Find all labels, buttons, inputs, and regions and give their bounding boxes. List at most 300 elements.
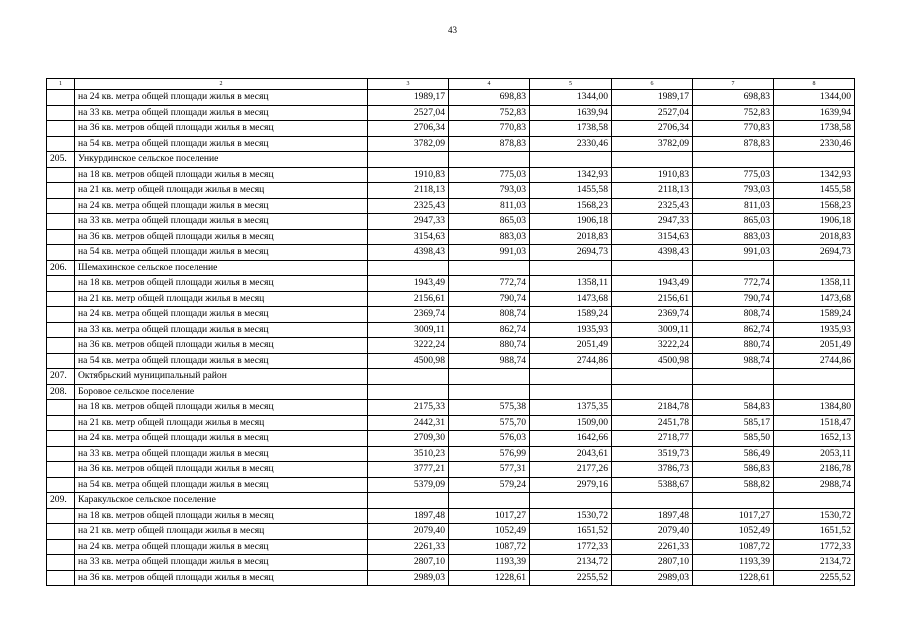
empty-cell (774, 369, 855, 385)
value-cell: 2018,83 (530, 229, 612, 245)
value-cell: 1228,61 (449, 570, 530, 586)
value-cell: 1530,72 (774, 508, 855, 524)
value-cell: 1910,83 (612, 167, 693, 183)
value-cell: 576,99 (449, 446, 530, 462)
value-cell: 2706,34 (612, 121, 693, 137)
value-cell: 2330,46 (530, 136, 612, 152)
empty-cell (612, 152, 693, 168)
value-cell: 1906,18 (530, 214, 612, 230)
row-label: на 33 кв. метра общей площади жилья в месяц (75, 555, 368, 571)
index-cell (47, 214, 75, 230)
value-cell: 883,03 (449, 229, 530, 245)
value-cell: 808,74 (449, 307, 530, 323)
row-label: на 33 кв. метра общей площади жилья в месяц (75, 105, 368, 121)
value-cell: 775,03 (693, 167, 774, 183)
table-row (47, 105, 855, 121)
index-cell (47, 400, 75, 416)
index-cell (47, 508, 75, 524)
table-row (47, 90, 855, 106)
value-cell: 575,70 (449, 415, 530, 431)
index-cell (47, 105, 75, 121)
value-cell: 2709,30 (368, 431, 449, 447)
index-cell (47, 415, 75, 431)
empty-cell (449, 152, 530, 168)
value-cell: 2807,10 (612, 555, 693, 571)
value-cell: 2051,49 (530, 338, 612, 354)
value-cell: 4398,43 (368, 245, 449, 261)
row-label: на 21 кв. метр общей площади жилья в месяц (75, 183, 368, 199)
value-cell: 698,83 (449, 90, 530, 106)
index-cell (47, 462, 75, 478)
value-cell: 1052,49 (449, 524, 530, 540)
value-cell: 4500,98 (612, 353, 693, 369)
empty-cell (774, 260, 855, 276)
value-cell: 1738,58 (774, 121, 855, 137)
value-cell: 586,83 (693, 462, 774, 478)
value-cell: 4500,98 (368, 353, 449, 369)
value-cell: 2018,83 (774, 229, 855, 245)
value-cell: 585,50 (693, 431, 774, 447)
value-cell: 575,38 (449, 400, 530, 416)
value-cell: 1344,00 (530, 90, 612, 106)
value-cell: 2330,46 (774, 136, 855, 152)
value-cell: 3777,21 (368, 462, 449, 478)
value-cell: 3009,11 (612, 322, 693, 338)
row-label: на 24 кв. метра общей площади жилья в месяц (75, 431, 368, 447)
empty-cell (612, 260, 693, 276)
row-label: на 24 кв. метра общей площади жилья в месяц (75, 198, 368, 214)
value-cell: 1642,66 (530, 431, 612, 447)
value-cell: 772,74 (693, 276, 774, 292)
column-number: 7 (693, 79, 774, 90)
value-cell: 2043,61 (530, 446, 612, 462)
value-cell: 1989,17 (612, 90, 693, 106)
column-number-row (47, 79, 855, 90)
table-row (47, 121, 855, 137)
value-cell: 3009,11 (368, 322, 449, 338)
value-cell: 1910,83 (368, 167, 449, 183)
value-cell: 2989,03 (368, 570, 449, 586)
column-number: 4 (449, 79, 530, 90)
empty-cell (368, 384, 449, 400)
value-cell: 2369,74 (368, 307, 449, 323)
value-cell: 2156,61 (368, 291, 449, 307)
value-cell: 1358,11 (774, 276, 855, 292)
value-cell: 1017,27 (449, 508, 530, 524)
section-title: Шемахинское сельское поселение (75, 260, 368, 276)
value-cell: 1651,52 (530, 524, 612, 540)
empty-cell (612, 369, 693, 385)
value-cell: 2744,86 (774, 353, 855, 369)
index-cell (47, 338, 75, 354)
value-cell: 1017,27 (693, 508, 774, 524)
row-label: на 36 кв. метров общей площади жилья в месяц (75, 570, 368, 586)
index-cell (47, 245, 75, 261)
value-cell: 4398,43 (612, 245, 693, 261)
value-cell: 3510,23 (368, 446, 449, 462)
value-cell: 1384,80 (774, 400, 855, 416)
value-cell: 1738,58 (530, 121, 612, 137)
value-cell: 2718,77 (612, 431, 693, 447)
value-cell: 1087,72 (693, 539, 774, 555)
index-cell (47, 307, 75, 323)
empty-cell (368, 152, 449, 168)
value-cell: 1906,18 (774, 214, 855, 230)
row-label: на 24 кв. метра общей площади жилья в месяц (75, 90, 368, 106)
row-label: на 54 кв. метра общей площади жилья в месяц (75, 136, 368, 152)
empty-cell (449, 260, 530, 276)
column-number: 3 (368, 79, 449, 90)
value-cell: 1455,58 (774, 183, 855, 199)
value-cell: 2079,40 (368, 524, 449, 540)
value-cell: 1193,39 (693, 555, 774, 571)
value-cell: 698,83 (693, 90, 774, 106)
value-cell: 1228,61 (693, 570, 774, 586)
index-cell (47, 446, 75, 462)
empty-cell (612, 493, 693, 509)
row-label: на 18 кв. метров общей площади жилья в месяц (75, 508, 368, 524)
value-cell: 1943,49 (368, 276, 449, 292)
value-cell: 790,74 (693, 291, 774, 307)
empty-cell (693, 260, 774, 276)
empty-cell (774, 493, 855, 509)
value-cell: 3519,73 (612, 446, 693, 462)
value-cell: 1897,48 (612, 508, 693, 524)
index-cell (47, 167, 75, 183)
value-cell: 752,83 (449, 105, 530, 121)
empty-cell (774, 152, 855, 168)
value-cell: 1589,24 (530, 307, 612, 323)
row-label: на 36 кв. метров общей площади жилья в месяц (75, 229, 368, 245)
value-cell: 2694,73 (530, 245, 612, 261)
index-cell (47, 353, 75, 369)
value-cell: 880,74 (449, 338, 530, 354)
column-number: 2 (75, 79, 368, 90)
index-cell (47, 524, 75, 540)
value-cell: 770,83 (449, 121, 530, 137)
value-cell: 5379,09 (368, 477, 449, 493)
section-index: 205. (47, 152, 75, 168)
empty-cell (612, 384, 693, 400)
index-cell (47, 570, 75, 586)
table-row (47, 183, 855, 199)
value-cell: 1342,93 (774, 167, 855, 183)
value-cell: 770,83 (693, 121, 774, 137)
value-cell: 3222,24 (612, 338, 693, 354)
row-label: на 21 кв. метр общей площади жилья в месяц (75, 291, 368, 307)
value-cell: 1772,33 (774, 539, 855, 555)
value-cell: 865,03 (449, 214, 530, 230)
value-cell: 1344,00 (774, 90, 855, 106)
row-label: на 21 кв. метр общей площади жилья в месяц (75, 524, 368, 540)
value-cell: 2184,78 (612, 400, 693, 416)
empty-cell (774, 384, 855, 400)
value-cell: 880,74 (693, 338, 774, 354)
value-cell: 1935,93 (774, 322, 855, 338)
index-cell (47, 90, 75, 106)
value-cell: 988,74 (693, 353, 774, 369)
index-cell (47, 431, 75, 447)
section-row (47, 260, 855, 276)
table-body (47, 79, 855, 586)
value-cell: 576,03 (449, 431, 530, 447)
table-row (47, 539, 855, 555)
value-cell: 2694,73 (774, 245, 855, 261)
row-label: на 24 кв. метра общей площади жилья в месяц (75, 307, 368, 323)
value-cell: 862,74 (449, 322, 530, 338)
value-cell: 2261,33 (612, 539, 693, 555)
value-cell: 2988,74 (774, 477, 855, 493)
table-row (47, 508, 855, 524)
value-cell: 1473,68 (774, 291, 855, 307)
empty-cell (530, 152, 612, 168)
empty-cell (449, 384, 530, 400)
section-title: Каракульское сельское поселение (75, 493, 368, 509)
value-cell: 2118,13 (368, 183, 449, 199)
value-cell: 1342,93 (530, 167, 612, 183)
index-cell (47, 322, 75, 338)
value-cell: 2989,03 (612, 570, 693, 586)
value-cell: 2442,31 (368, 415, 449, 431)
value-cell: 2118,13 (612, 183, 693, 199)
value-cell: 1509,00 (530, 415, 612, 431)
value-cell: 2527,04 (612, 105, 693, 121)
table-row (47, 431, 855, 447)
value-cell: 1455,58 (530, 183, 612, 199)
row-label: на 36 кв. метров общей площади жилья в месяц (75, 338, 368, 354)
value-cell: 793,03 (449, 183, 530, 199)
value-cell: 2369,74 (612, 307, 693, 323)
table-row (47, 524, 855, 540)
table-row (47, 322, 855, 338)
value-cell: 2186,78 (774, 462, 855, 478)
index-cell (47, 477, 75, 493)
value-cell: 1639,94 (774, 105, 855, 121)
value-cell: 862,74 (693, 322, 774, 338)
value-cell: 1568,23 (530, 198, 612, 214)
value-cell: 772,74 (449, 276, 530, 292)
tariff-table (46, 78, 855, 586)
section-title: Боровое сельское поселение (75, 384, 368, 400)
row-label: на 18 кв. метров общей площади жилья в месяц (75, 400, 368, 416)
row-label: на 54 кв. метра общей площади жилья в месяц (75, 245, 368, 261)
value-cell: 1375,35 (530, 400, 612, 416)
section-index: 209. (47, 493, 75, 509)
empty-cell (693, 493, 774, 509)
value-cell: 2175,33 (368, 400, 449, 416)
value-cell: 1052,49 (693, 524, 774, 540)
value-cell: 2134,72 (774, 555, 855, 571)
index-cell (47, 276, 75, 292)
row-label: на 54 кв. метра общей площади жилья в месяц (75, 353, 368, 369)
table-row (47, 400, 855, 416)
value-cell: 2156,61 (612, 291, 693, 307)
value-cell: 2325,43 (612, 198, 693, 214)
value-cell: 878,83 (693, 136, 774, 152)
empty-cell (368, 369, 449, 385)
value-cell: 1358,11 (530, 276, 612, 292)
index-cell (47, 121, 75, 137)
value-cell: 808,74 (693, 307, 774, 323)
empty-cell (693, 152, 774, 168)
value-cell: 1652,13 (774, 431, 855, 447)
row-label: на 54 кв. метра общей площади жилья в месяц (75, 477, 368, 493)
page-number: 43 (448, 25, 457, 35)
value-cell: 1193,39 (449, 555, 530, 571)
section-row (47, 369, 855, 385)
value-cell: 878,83 (449, 136, 530, 152)
column-number: 8 (774, 79, 855, 90)
section-index: 207. (47, 369, 75, 385)
value-cell: 2134,72 (530, 555, 612, 571)
value-cell: 5388,67 (612, 477, 693, 493)
table-row (47, 307, 855, 323)
value-cell: 2255,52 (774, 570, 855, 586)
value-cell: 588,82 (693, 477, 774, 493)
value-cell: 2261,33 (368, 539, 449, 555)
value-cell: 1989,17 (368, 90, 449, 106)
value-cell: 811,03 (449, 198, 530, 214)
table-row (47, 214, 855, 230)
empty-cell (368, 493, 449, 509)
empty-cell (693, 369, 774, 385)
value-cell: 883,03 (693, 229, 774, 245)
row-label: на 18 кв. метров общей площади жилья в месяц (75, 167, 368, 183)
value-cell: 3222,24 (368, 338, 449, 354)
index-cell (47, 229, 75, 245)
value-cell: 1518,47 (774, 415, 855, 431)
value-cell: 1943,49 (612, 276, 693, 292)
value-cell: 988,74 (449, 353, 530, 369)
column-number: 1 (47, 79, 75, 90)
value-cell: 586,49 (693, 446, 774, 462)
row-label: на 36 кв. метров общей площади жилья в месяц (75, 121, 368, 137)
value-cell: 577,31 (449, 462, 530, 478)
value-cell: 2051,49 (774, 338, 855, 354)
index-cell (47, 555, 75, 571)
value-cell: 2451,78 (612, 415, 693, 431)
value-cell: 2947,33 (612, 214, 693, 230)
table-row (47, 446, 855, 462)
empty-cell (530, 369, 612, 385)
value-cell: 3154,63 (368, 229, 449, 245)
section-index: 208. (47, 384, 75, 400)
value-cell: 2177,26 (530, 462, 612, 478)
index-cell (47, 198, 75, 214)
row-label: на 33 кв. метра общей площади жилья в месяц (75, 214, 368, 230)
row-label: на 33 кв. метра общей площади жилья в месяц (75, 322, 368, 338)
section-title: Октябрьский муниципальный район (75, 369, 368, 385)
value-cell: 1639,94 (530, 105, 612, 121)
value-cell: 1589,24 (774, 307, 855, 323)
value-cell: 2053,11 (774, 446, 855, 462)
section-title: Ункурдинское сельское поселение (75, 152, 368, 168)
empty-cell (530, 384, 612, 400)
row-label: на 36 кв. метров общей площади жилья в месяц (75, 462, 368, 478)
row-label: на 24 кв. метра общей площади жилья в месяц (75, 539, 368, 555)
table-row (47, 462, 855, 478)
value-cell: 1651,52 (774, 524, 855, 540)
value-cell: 1530,72 (530, 508, 612, 524)
row-label: на 21 кв. метр общей площади жилья в месяц (75, 415, 368, 431)
index-cell (47, 136, 75, 152)
empty-cell (449, 493, 530, 509)
value-cell: 2979,16 (530, 477, 612, 493)
value-cell: 1568,23 (774, 198, 855, 214)
value-cell: 775,03 (449, 167, 530, 183)
section-row (47, 152, 855, 168)
section-index: 206. (47, 260, 75, 276)
table-row (47, 245, 855, 261)
value-cell: 865,03 (693, 214, 774, 230)
table-row (47, 353, 855, 369)
table-row (47, 555, 855, 571)
value-cell: 811,03 (693, 198, 774, 214)
column-number: 5 (530, 79, 612, 90)
value-cell: 1935,93 (530, 322, 612, 338)
empty-cell (693, 384, 774, 400)
column-number: 6 (612, 79, 693, 90)
value-cell: 752,83 (693, 105, 774, 121)
index-cell (47, 539, 75, 555)
table-row (47, 291, 855, 307)
value-cell: 3154,63 (612, 229, 693, 245)
value-cell: 2706,34 (368, 121, 449, 137)
value-cell: 1473,68 (530, 291, 612, 307)
row-label: на 18 кв. метров общей площади жилья в месяц (75, 276, 368, 292)
index-cell (47, 183, 75, 199)
table-row (47, 570, 855, 586)
empty-cell (449, 369, 530, 385)
table-row (47, 167, 855, 183)
table-row (47, 415, 855, 431)
value-cell: 1772,33 (530, 539, 612, 555)
value-cell: 3782,09 (368, 136, 449, 152)
value-cell: 2527,04 (368, 105, 449, 121)
value-cell: 585,17 (693, 415, 774, 431)
value-cell: 584,83 (693, 400, 774, 416)
empty-cell (530, 493, 612, 509)
index-cell (47, 291, 75, 307)
empty-cell (368, 260, 449, 276)
value-cell: 2325,43 (368, 198, 449, 214)
empty-cell (530, 260, 612, 276)
section-row (47, 493, 855, 509)
value-cell: 793,03 (693, 183, 774, 199)
table-row (47, 338, 855, 354)
table-row (47, 198, 855, 214)
table-row (47, 477, 855, 493)
value-cell: 1897,48 (368, 508, 449, 524)
value-cell: 2947,33 (368, 214, 449, 230)
value-cell: 2807,10 (368, 555, 449, 571)
value-cell: 790,74 (449, 291, 530, 307)
table-row (47, 136, 855, 152)
value-cell: 3782,09 (612, 136, 693, 152)
value-cell: 2255,52 (530, 570, 612, 586)
value-cell: 2744,86 (530, 353, 612, 369)
value-cell: 2079,40 (612, 524, 693, 540)
value-cell: 991,03 (693, 245, 774, 261)
table-row (47, 276, 855, 292)
value-cell: 3786,73 (612, 462, 693, 478)
section-row (47, 384, 855, 400)
row-label: на 33 кв. метра общей площади жилья в месяц (75, 446, 368, 462)
value-cell: 991,03 (449, 245, 530, 261)
value-cell: 579,24 (449, 477, 530, 493)
value-cell: 1087,72 (449, 539, 530, 555)
table-row (47, 229, 855, 245)
